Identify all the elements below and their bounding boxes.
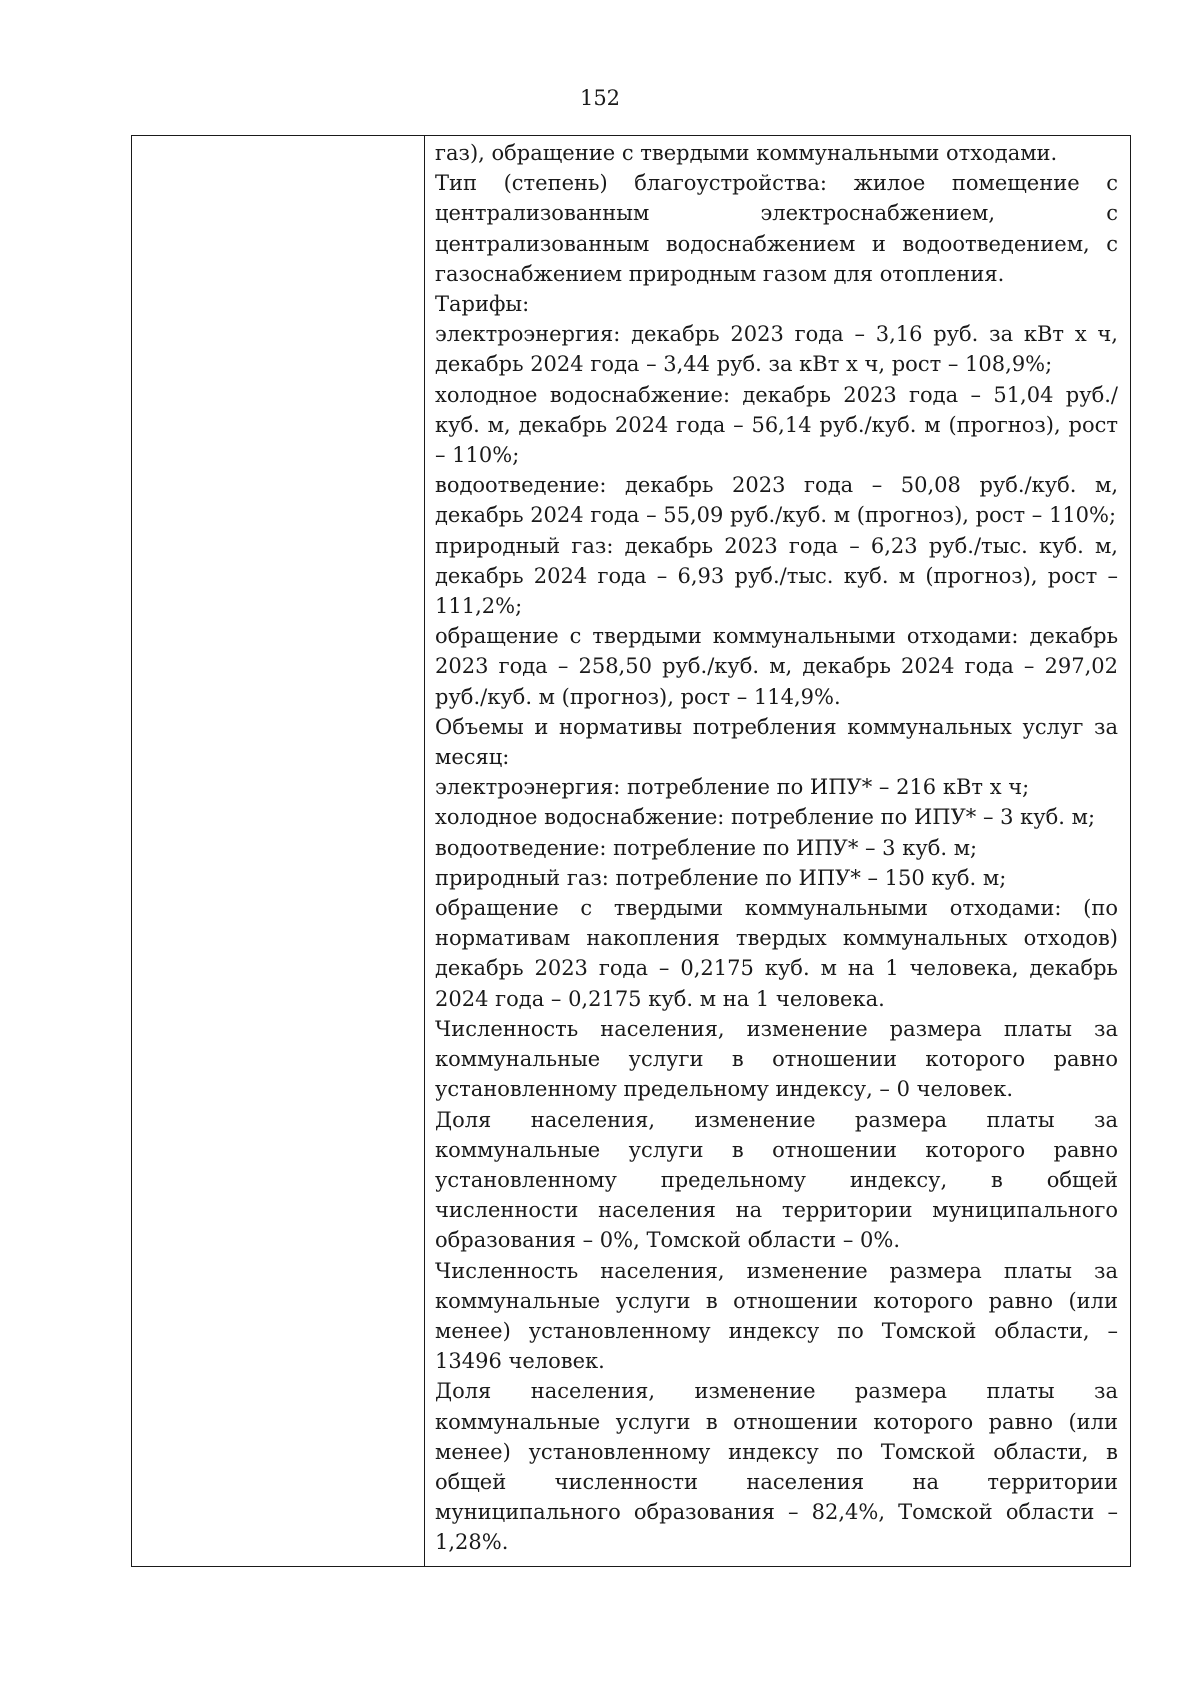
paragraph: водоотведение: декабрь 2023 года – 50,08 руб./куб. м, декабрь 2024 года – 55,09 руб./куб. м (прогноз), рост – 110%; [435,473,1118,528]
paragraph: обращение с твердыми коммунальными отходами: декабрь 2023 года – 258,50 руб./куб. м, декабрь 2024 года – 297,02 руб./куб. м (прогноз), рост – 114,9%. [435,624,1118,709]
paragraph: обращение с твердыми коммунальными отходами: (по нормативам накопления твердых коммунальных отходов) декабрь 2023 года – 0,2175 куб. м на 1 человека, декабрь 2024 года – 0,2175 куб. м на 1 человека. [435,896,1118,1011]
paragraph: электроэнергия: декабрь 2023 года – 3,16 руб. за кВт x ч, декабрь 2024 года – 3,44 руб. за кВт x ч, рост – 108,9%; [435,322,1118,377]
paragraph: Тип (степень) благоустройства: жилое помещение с централизованным электроснабжением, с централизованным водоснабжением и водоотведением, с газоснабжением природным газом для отопления. [435,171,1118,286]
paragraph: холодное водоснабжение: потребление по ИПУ* – 3 куб. м; [435,805,1096,830]
paragraph: газ), обращение с твердыми коммунальными отходами. [435,141,1058,165]
paragraph: Численность населения, изменение размера платы за коммунальные услуги в отношении которого равно (или менее) установленному индексу по Томской области, – 13496 человек. [435,1258,1118,1374]
paragraph: природный газ: декабрь 2023 года – 6,23 руб./тыс. куб. м, декабрь 2024 года – 6,93 руб./тыс. куб. м (прогноз), рост – 111,2%; [435,533,1118,619]
table-row [132,136,1131,1567]
paragraph: Доля населения, изменение размера платы за коммунальные услуги в отношении которого равно (или менее) установленному индексу по Томской области, в общей численности населения на территории муниципального образования – 82,4%, Томской области – 1,28%. [435,1379,1118,1555]
paragraph: природный газ: потребление по ИПУ* – 150 куб. м; [435,865,1007,890]
paragraph: Тарифы: [435,292,530,317]
paragraph: водоотведение: потребление по ИПУ* – 3 куб. м; [435,835,978,860]
paragraph: холодное водоснабжение: декабрь 2023 года – 51,04 руб./куб. м, декабрь 2024 года – 56,14 руб./куб. м (прогноз), рост – 110%; [435,382,1118,468]
table-cell-left [132,136,425,1567]
content-table [131,135,1131,1567]
paragraph: электроэнергия: потребление по ИПУ* – 216 кВт x ч; [435,775,1030,800]
page-number: 152 [579,86,621,110]
table-cell-right [425,136,1131,1567]
paragraph: Объемы и нормативы потребления коммунальных услуг за месяц: [435,714,1118,770]
paragraph: Доля населения, изменение размера платы за коммунальные услуги в отношении которого равно установленному предельному индексу, в общей численности населения на территории муниципального образования – 0%, Томской области – 0%. [435,1107,1118,1253]
paragraph: Численность населения, изменение размера платы за коммунальные услуги в отношении которого равно установленному предельному индексу, – 0 человек. [435,1016,1118,1102]
